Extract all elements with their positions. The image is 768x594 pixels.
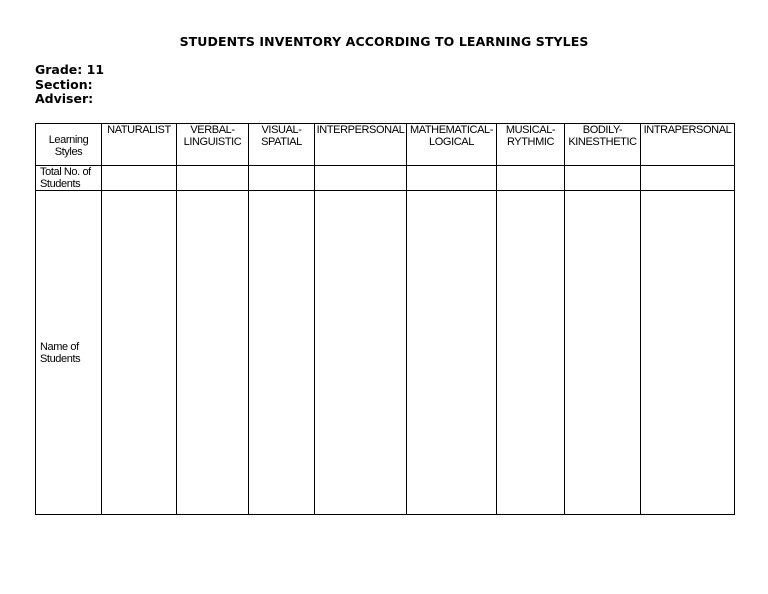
row-label-total: Total No. of Students: [36, 166, 102, 191]
table-cell[interactable]: [177, 166, 249, 191]
column-header-visual-spatial: VISUAL- SPATIAL: [249, 124, 315, 166]
table-cell[interactable]: [497, 191, 565, 515]
grade-label: Grade:: [35, 62, 83, 77]
column-header-mathematical-logical: MATHEMATICAL- LOGICAL: [407, 124, 497, 166]
table-cell[interactable]: [177, 191, 249, 515]
corner-header-cell: [36, 124, 102, 166]
table-cell[interactable]: [102, 166, 177, 191]
table-cell[interactable]: [641, 166, 735, 191]
table-cell[interactable]: [407, 191, 497, 515]
inventory-table: [35, 123, 735, 515]
corner-header-line: Learning: [48, 134, 89, 146]
table-cell[interactable]: [407, 166, 497, 191]
table-cell[interactable]: [565, 166, 641, 191]
grade-line: [35, 63, 104, 78]
table-cell[interactable]: [315, 166, 407, 191]
column-header-intrapersonal: INTRAPERSONAL: [641, 124, 735, 166]
student-names-row: [36, 191, 735, 515]
form-meta: [35, 63, 104, 107]
column-header-musical-rythmic: MUSICAL- RYTHMIC: [497, 124, 565, 166]
adviser-label: Adviser:: [35, 91, 94, 106]
column-header-bodily-kinesthetic: BODILY- KINESTHETIC: [565, 124, 641, 166]
table-cell[interactable]: [315, 191, 407, 515]
row-label-names: Name of Students: [36, 191, 102, 515]
table-cell[interactable]: [565, 191, 641, 515]
header-row: [36, 124, 735, 166]
table-cell[interactable]: [102, 191, 177, 515]
grade-value: 11: [86, 62, 105, 77]
total-students-row: [36, 166, 735, 191]
table-cell[interactable]: [249, 166, 315, 191]
section-label: Section:: [35, 76, 93, 92]
table-cell[interactable]: [249, 191, 315, 515]
column-header-naturalist: NATURALIST: [102, 124, 177, 166]
column-header-interpersonal: INTERPERSONAL: [315, 124, 407, 166]
table-cell[interactable]: [641, 191, 735, 515]
column-header-verbal-linguistic: VERBAL- LINGUISTIC: [177, 124, 249, 166]
table-cell[interactable]: [497, 166, 565, 191]
document-title: STUDENTS INVENTORY ACCORDING TO LEARNING STYLES: [179, 34, 589, 49]
corner-header-line: Styles: [54, 146, 83, 158]
